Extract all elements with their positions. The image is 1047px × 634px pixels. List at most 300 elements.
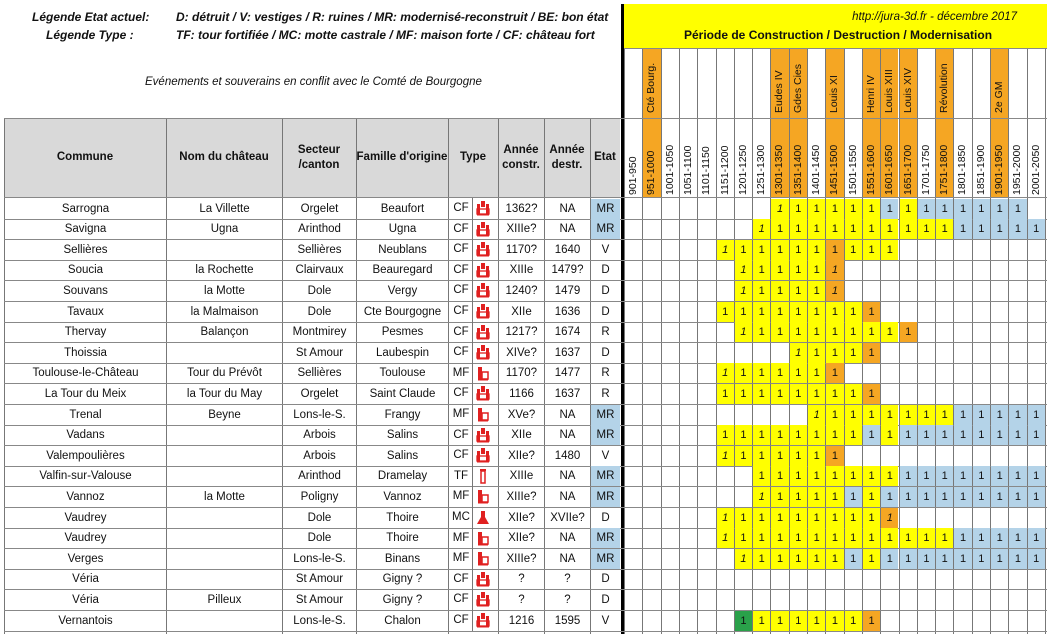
grid-line bbox=[472, 363, 473, 384]
annee-constr-cell: XIIe bbox=[511, 305, 532, 318]
timeline-cell: 1 bbox=[863, 240, 880, 260]
grid-line bbox=[472, 260, 473, 281]
etat-cell: R bbox=[601, 326, 610, 339]
timeline-cell: 1 bbox=[753, 425, 770, 445]
timeline-cell: 1 bbox=[845, 466, 862, 486]
period-label: 1751-1800 bbox=[938, 144, 951, 195]
house-icon bbox=[476, 550, 490, 566]
annee-constr-cell: 1170? bbox=[505, 243, 538, 256]
commune-cell: Valempoulières bbox=[46, 449, 125, 462]
timeline-cell: 1 bbox=[1028, 549, 1045, 569]
castle-icon bbox=[476, 612, 490, 628]
timeline-cell: 1 bbox=[936, 199, 953, 219]
etat-cell: MR bbox=[591, 549, 620, 569]
famille-cell: Cte Bourgogne bbox=[363, 305, 442, 318]
timeline-cell: 1 bbox=[790, 343, 807, 363]
etat-cell: R bbox=[601, 387, 610, 400]
timeline-cell: 1 bbox=[900, 322, 917, 342]
timeline-cell: 1 bbox=[808, 611, 825, 631]
period-label: 1151-1200 bbox=[718, 145, 731, 195]
period-label: 1551-1600 bbox=[864, 144, 877, 195]
grid-line bbox=[472, 239, 473, 260]
grid-line bbox=[642, 48, 643, 634]
grid-line bbox=[472, 589, 473, 610]
nom-cell: Balançon bbox=[200, 326, 249, 339]
period-label: 1201-1250 bbox=[736, 144, 749, 195]
timeline-cell: 1 bbox=[863, 384, 880, 404]
type-cell: MF bbox=[452, 490, 470, 503]
timeline-cell: 1 bbox=[973, 528, 990, 548]
type-cell: CF bbox=[453, 325, 469, 338]
etat-cell: R bbox=[601, 367, 610, 380]
timeline-cell: 1 bbox=[1028, 425, 1045, 445]
timeline-cell: 1 bbox=[790, 322, 807, 342]
annee-constr-cell: XIVe? bbox=[506, 346, 537, 359]
timeline-cell: 1 bbox=[918, 549, 935, 569]
nom-cell: Beyne bbox=[208, 408, 241, 421]
nom-cell: Pilleux bbox=[207, 593, 242, 606]
timeline-cell: 1 bbox=[954, 549, 971, 569]
etat-cell: D bbox=[601, 593, 610, 606]
etat-cell: MR bbox=[591, 466, 620, 486]
timeline-cell: 1 bbox=[735, 446, 752, 466]
secteur-cell: Arinthod bbox=[298, 470, 341, 483]
type-cell: CF bbox=[453, 305, 469, 317]
timeline-cell: 1 bbox=[735, 302, 752, 322]
timeline-cell: 1 bbox=[771, 302, 788, 322]
nom-cell: la Malmaison bbox=[190, 305, 259, 318]
timeline-cell: 1 bbox=[936, 405, 953, 425]
timeline-cell: 1 bbox=[790, 425, 807, 445]
castle-icon bbox=[476, 385, 490, 401]
timeline-cell: 1 bbox=[735, 528, 752, 548]
timeline-cell: 1 bbox=[826, 549, 843, 569]
timeline-cell: 1 bbox=[918, 466, 935, 486]
nom-cell bbox=[167, 343, 282, 363]
commune-cell: Vaudrey bbox=[64, 511, 107, 524]
timeline-cell: 1 bbox=[918, 528, 935, 548]
annee-destr-cell: 1595 bbox=[554, 614, 581, 627]
timeline-cell: 1 bbox=[717, 528, 734, 548]
etat-cell: V bbox=[601, 614, 610, 627]
timeline-cell: 1 bbox=[771, 199, 788, 219]
timeline-cell: 1 bbox=[900, 219, 917, 239]
timeline-cell: 1 bbox=[753, 322, 770, 342]
period-label: 1401-1450 bbox=[810, 144, 822, 195]
annee-destr-cell: ? bbox=[564, 573, 571, 586]
grid-line bbox=[472, 528, 473, 549]
famille-cell: Laubespin bbox=[375, 346, 430, 359]
timeline-cell: 1 bbox=[753, 508, 770, 528]
famille-cell: Beaufort bbox=[380, 202, 425, 215]
secteur-cell: Arinthod bbox=[298, 223, 341, 236]
grid-line bbox=[472, 404, 473, 425]
timeline-cell: 1 bbox=[973, 219, 990, 239]
annee-constr-cell: 1362? bbox=[505, 202, 538, 215]
timeline-cell: 1 bbox=[826, 425, 843, 445]
timeline-cell: 1 bbox=[973, 199, 990, 219]
castle-icon bbox=[476, 427, 490, 443]
annee-constr-cell: XIIIe? bbox=[506, 552, 537, 565]
grid-line bbox=[472, 610, 473, 631]
castle-icon bbox=[476, 241, 490, 257]
etat-cell: D bbox=[601, 264, 610, 277]
legend-type-title: Légende Type : bbox=[46, 28, 134, 42]
grid-line bbox=[472, 548, 473, 569]
commune-cell: Vernantois bbox=[58, 614, 113, 627]
etat-cell: D bbox=[601, 305, 610, 318]
annee-destr-cell: NA bbox=[559, 490, 576, 503]
timeline-cell: 1 bbox=[808, 405, 825, 425]
timeline-cell: 1 bbox=[954, 487, 971, 507]
castle-icon bbox=[476, 344, 490, 360]
castle-icon bbox=[476, 447, 490, 463]
secteur-cell: Lons-le-S. bbox=[293, 408, 346, 421]
grid-line bbox=[624, 48, 625, 634]
annee-constr-cell: 1240? bbox=[505, 284, 538, 297]
timeline-cell: 1 bbox=[790, 363, 807, 383]
annee-constr-cell: XIIIe? bbox=[506, 490, 537, 503]
annee-constr-cell: XIIe? bbox=[508, 511, 535, 524]
timeline-cell: 1 bbox=[936, 466, 953, 486]
period-label: 1651-1700 bbox=[901, 144, 914, 195]
timeline-cell: 1 bbox=[973, 487, 990, 507]
secteur-cell: Orgelet bbox=[300, 387, 339, 400]
period-label: 1351-1400 bbox=[791, 144, 804, 195]
timeline-cell: 1 bbox=[863, 466, 880, 486]
timeline-cell: 1 bbox=[808, 528, 825, 548]
timeline-cell: 1 bbox=[771, 446, 788, 466]
nom-cell: La Villette bbox=[199, 202, 250, 215]
timeline-cell: 1 bbox=[735, 425, 752, 445]
timeline-cell: 1 bbox=[918, 199, 935, 219]
period-label: 1901-1950 bbox=[993, 144, 1005, 195]
annee-constr-cell: 1170? bbox=[505, 367, 538, 380]
annee-constr-cell: ? bbox=[518, 573, 525, 586]
castle-icon bbox=[476, 324, 490, 340]
period-label: 1851-1900 bbox=[974, 144, 987, 195]
timeline-cell: 1 bbox=[845, 322, 862, 342]
famille-cell: Gigny ? bbox=[382, 573, 423, 586]
annee-destr-cell: 1636 bbox=[554, 305, 581, 318]
event-label: Eudes IV bbox=[773, 70, 786, 113]
type-cell: CF bbox=[453, 593, 469, 606]
famille-cell: Thoire bbox=[386, 532, 419, 545]
timeline-cell: 1 bbox=[826, 384, 843, 404]
timeline-cell: 1 bbox=[753, 611, 770, 631]
timeline-cell: 1 bbox=[826, 240, 843, 260]
timeline-cell: 1 bbox=[753, 549, 770, 569]
timeline-cell: 1 bbox=[753, 446, 770, 466]
commune-cell: Souvans bbox=[63, 284, 108, 297]
column-header-annee-destr: Année destr. bbox=[549, 143, 585, 171]
timeline-cell: 1 bbox=[1028, 405, 1045, 425]
annee-destr-cell: NA bbox=[559, 429, 576, 442]
timeline-cell: 1 bbox=[808, 343, 825, 363]
commune-cell: Toulouse-le-Château bbox=[32, 367, 139, 380]
timeline-cell: 1 bbox=[771, 487, 788, 507]
nom-cell bbox=[167, 549, 282, 569]
event-label: Henri IV bbox=[864, 75, 877, 113]
timeline-cell: 1 bbox=[881, 199, 898, 219]
famille-cell: Vannoz bbox=[383, 490, 422, 503]
timeline-cell: 1 bbox=[790, 219, 807, 239]
motte-icon bbox=[476, 509, 490, 525]
timeline-cell: 1 bbox=[991, 425, 1008, 445]
annee-destr-cell: NA bbox=[559, 223, 576, 236]
timeline-cell: 1 bbox=[991, 487, 1008, 507]
annee-constr-cell: XIIe? bbox=[508, 449, 535, 462]
period-label: 951-1000 bbox=[645, 150, 658, 195]
grid-line bbox=[472, 280, 473, 301]
timeline-cell: 1 bbox=[717, 240, 734, 260]
commune-cell: Tavaux bbox=[67, 305, 104, 318]
timeline-cell: 1 bbox=[808, 487, 825, 507]
timeline-cell: 1 bbox=[881, 219, 898, 239]
grid-line bbox=[472, 383, 473, 404]
timeline-cell: 1 bbox=[826, 528, 843, 548]
timeline-cell: 1 bbox=[936, 425, 953, 445]
secteur-cell: St Amour bbox=[295, 346, 344, 359]
nom-cell bbox=[167, 466, 282, 486]
timeline-cell: 1 bbox=[808, 363, 825, 383]
nom-cell bbox=[167, 611, 282, 631]
timeline-cell: 1 bbox=[808, 240, 825, 260]
annee-destr-cell: 1674 bbox=[554, 326, 581, 339]
timeline-cell: 1 bbox=[1009, 405, 1026, 425]
etat-cell: V bbox=[601, 449, 610, 462]
nom-cell bbox=[167, 240, 282, 260]
column-header-nom: Nom du château bbox=[179, 151, 269, 163]
castle-icon bbox=[476, 200, 490, 216]
commune-cell: Soucia bbox=[67, 264, 104, 277]
timeline-cell: 1 bbox=[771, 322, 788, 342]
timeline-cell: 1 bbox=[808, 260, 825, 280]
annee-destr-cell: ? bbox=[564, 593, 571, 606]
timeline-cell: 1 bbox=[881, 425, 898, 445]
period-label: 1101-1150 bbox=[700, 146, 713, 195]
grid-line bbox=[661, 48, 662, 634]
famille-cell: Frangy bbox=[384, 408, 421, 421]
timeline-cell: 1 bbox=[771, 549, 788, 569]
type-cell: MF bbox=[452, 531, 470, 544]
commune-cell: Vannoz bbox=[66, 490, 105, 503]
timeline-cell: 1 bbox=[954, 199, 971, 219]
period-label: 1051-1100 bbox=[681, 145, 694, 195]
commune-cell: Vadans bbox=[66, 429, 105, 442]
timeline-cell: 1 bbox=[863, 611, 880, 631]
timeline-cell: 1 bbox=[771, 384, 788, 404]
timeline-cell: 1 bbox=[826, 260, 843, 280]
timeline-cell: 1 bbox=[808, 199, 825, 219]
timeline-cell: 1 bbox=[753, 528, 770, 548]
timeline-cell: 1 bbox=[717, 384, 734, 404]
annee-constr-cell: XIIIe? bbox=[506, 223, 537, 236]
grid-line bbox=[472, 569, 473, 590]
timeline-cell: 1 bbox=[753, 363, 770, 383]
timeline-cell: 1 bbox=[753, 384, 770, 404]
nom-cell: Ugna bbox=[210, 223, 239, 236]
annee-destr-cell: 1479 bbox=[554, 284, 581, 297]
annee-destr-cell: 1479? bbox=[551, 264, 584, 277]
timeline-cell: 1 bbox=[771, 240, 788, 260]
period-label: 1501-1550 bbox=[846, 144, 859, 195]
timeline-cell: 1 bbox=[1028, 487, 1045, 507]
timeline-cell: 1 bbox=[753, 487, 770, 507]
timeline-cell: 1 bbox=[790, 466, 807, 486]
commune-cell: Thoissia bbox=[64, 346, 107, 359]
timeline-cell: 1 bbox=[881, 508, 898, 528]
type-cell: CF bbox=[453, 614, 469, 626]
timeline-cell: 1 bbox=[1009, 425, 1026, 445]
timeline-cell: 1 bbox=[808, 549, 825, 569]
commune-cell: Verges bbox=[67, 552, 104, 565]
timeline-cell: 1 bbox=[826, 302, 843, 322]
timeline-cell: 1 bbox=[845, 199, 862, 219]
timeline-cell: 1 bbox=[753, 466, 770, 486]
timeline-cell: 1 bbox=[790, 281, 807, 301]
timeline-cell: 1 bbox=[790, 240, 807, 260]
period-label: 1701-1750 bbox=[919, 144, 932, 195]
period-label: 1601-1650 bbox=[883, 144, 896, 195]
timeline-cell: 1 bbox=[771, 219, 788, 239]
etat-cell: D bbox=[601, 284, 610, 297]
timeline-cell: 1 bbox=[845, 384, 862, 404]
timeline-cell: 1 bbox=[863, 199, 880, 219]
annee-destr-cell: NA bbox=[559, 532, 576, 545]
timeline-cell: 1 bbox=[845, 240, 862, 260]
period-label: 2001-2050 bbox=[1029, 144, 1042, 195]
type-cell: MF bbox=[452, 366, 470, 379]
timeline-cell: 1 bbox=[771, 363, 788, 383]
famille-cell: Beauregard bbox=[372, 264, 433, 277]
timeline-cell: 1 bbox=[735, 363, 752, 383]
legend-type-text: TF: tour fortifiée / MC: motte castrale / MF: maison forte / CF: château fort bbox=[176, 28, 595, 42]
nom-cell: la Tour du May bbox=[186, 387, 263, 400]
etat-cell: MR bbox=[591, 199, 620, 219]
timeline-cell: 1 bbox=[826, 446, 843, 466]
nom-cell bbox=[167, 508, 282, 528]
castle-icon bbox=[476, 262, 490, 278]
timeline-cell: 1 bbox=[735, 260, 752, 280]
timeline-cell: 1 bbox=[826, 363, 843, 383]
secteur-cell: Dole bbox=[307, 305, 332, 318]
commune-cell: Sellières bbox=[63, 243, 108, 256]
timeline-cell: 1 bbox=[881, 487, 898, 507]
timeline-cell: 1 bbox=[735, 240, 752, 260]
house-icon bbox=[476, 406, 490, 422]
timeline-cell: 1 bbox=[771, 281, 788, 301]
secteur-cell: Arbois bbox=[303, 429, 336, 442]
timeline-cell: 1 bbox=[717, 302, 734, 322]
grid-line bbox=[1045, 48, 1046, 634]
timeline-cell: 1 bbox=[918, 487, 935, 507]
timeline-cell: 1 bbox=[954, 219, 971, 239]
etat-cell: D bbox=[601, 346, 610, 359]
annee-constr-cell: 1166 bbox=[509, 387, 534, 400]
timeline-cell: 1 bbox=[991, 405, 1008, 425]
commune-cell: Thervay bbox=[64, 326, 107, 339]
timeline-cell: 1 bbox=[973, 466, 990, 486]
timeline-cell: 1 bbox=[771, 425, 788, 445]
annee-destr-cell: 1477 bbox=[554, 367, 581, 380]
timeline-cell: 1 bbox=[845, 405, 862, 425]
annee-destr-cell: NA bbox=[559, 470, 576, 483]
type-cell: CF bbox=[453, 346, 469, 359]
timeline-cell: 1 bbox=[936, 487, 953, 507]
timeline-cell: 1 bbox=[735, 549, 752, 569]
grid-line bbox=[472, 466, 473, 487]
timeline-cell: 1 bbox=[826, 281, 843, 301]
timeline-cell: 1 bbox=[936, 219, 953, 239]
commune-cell: Vaudrey bbox=[64, 532, 107, 545]
timeline-cell: 1 bbox=[771, 260, 788, 280]
annee-constr-cell: XIIIe bbox=[509, 264, 534, 277]
events-caption: Evénements et souverains en conflit avec le Comté de Bourgogne bbox=[145, 76, 482, 88]
secteur-cell: Dole bbox=[307, 284, 332, 297]
timeline-cell: 1 bbox=[717, 363, 734, 383]
timeline-cell: 1 bbox=[845, 528, 862, 548]
type-cell: MF bbox=[452, 552, 470, 565]
nom-cell: la Rochette bbox=[195, 264, 254, 277]
secteur-cell: Sellières bbox=[297, 243, 342, 256]
annee-constr-cell: ? bbox=[518, 593, 525, 606]
timeline-cell: 1 bbox=[808, 466, 825, 486]
annee-constr-cell: XIIe? bbox=[508, 532, 535, 545]
timeline-cell: 1 bbox=[918, 425, 935, 445]
timeline-cell: 1 bbox=[790, 384, 807, 404]
event-label: Révolution bbox=[938, 63, 951, 113]
castle-icon bbox=[476, 221, 490, 237]
timeline-cell: 1 bbox=[790, 199, 807, 219]
famille-cell: Toulouse bbox=[379, 367, 426, 380]
famille-cell: Salins bbox=[386, 449, 419, 462]
type-cell: CF bbox=[453, 263, 469, 276]
timeline-cell: 1 bbox=[900, 199, 917, 219]
column-header-famille: Famille d'origine bbox=[356, 151, 448, 163]
period-label: 1301-1350 bbox=[773, 144, 786, 195]
event-label: 2e GM bbox=[993, 81, 1005, 113]
grid-line bbox=[4, 631, 1047, 632]
annee-constr-cell: XIIe bbox=[511, 429, 532, 442]
timeline-cell: 1 bbox=[900, 549, 917, 569]
famille-cell: Gigny ? bbox=[382, 593, 423, 606]
famille-cell: Ugna bbox=[388, 223, 417, 236]
annee-destr-cell: NA bbox=[559, 552, 576, 565]
column-header-commune: Commune bbox=[56, 151, 114, 163]
timeline-cell: 1 bbox=[826, 405, 843, 425]
castle-icon bbox=[476, 303, 490, 319]
timeline-cell: 1 bbox=[790, 528, 807, 548]
timeline-cell: 1 bbox=[1009, 549, 1026, 569]
timeline-cell: 1 bbox=[845, 343, 862, 363]
etat-cell: V bbox=[601, 243, 610, 256]
nom-cell bbox=[167, 569, 282, 589]
secteur-cell: Dole bbox=[307, 532, 332, 545]
type-cell: CF bbox=[453, 202, 469, 214]
grid-line bbox=[697, 48, 698, 634]
timeline-cell: 1 bbox=[900, 528, 917, 548]
timeline-cell: 1 bbox=[991, 466, 1008, 486]
grid-line bbox=[4, 118, 1047, 119]
timeline-cell: 1 bbox=[1009, 528, 1026, 548]
annee-destr-cell: 1480 bbox=[554, 449, 581, 462]
timeline-cell: 1 bbox=[881, 322, 898, 342]
type-cell: MF bbox=[452, 408, 470, 420]
timeline-cell: 1 bbox=[881, 405, 898, 425]
castle-icon bbox=[476, 282, 490, 298]
annee-destr-cell: 1637 bbox=[554, 387, 581, 400]
